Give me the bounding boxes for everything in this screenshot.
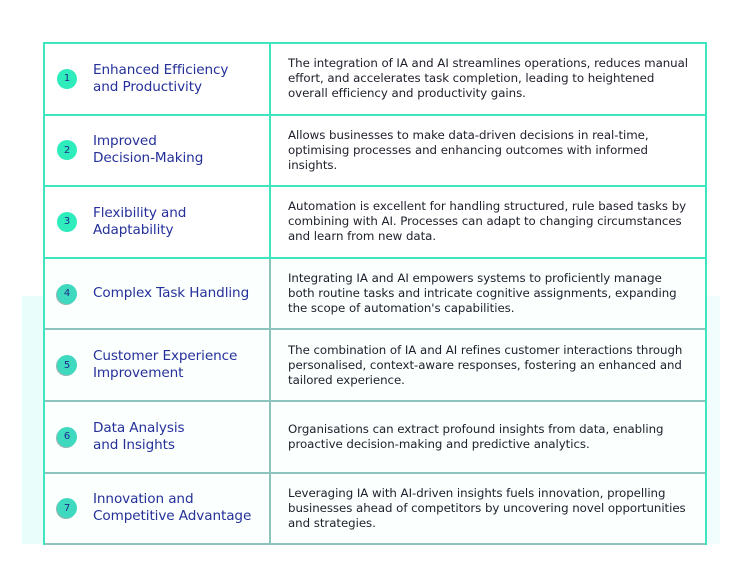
- title-cell: [45, 116, 271, 186]
- row-description: Automation is excellent for handling structured, rule based tasks by combining with AI. Processes can adapt to changing circumstances and learn from new data.: [288, 199, 687, 244]
- row-description: Allows businesses to make data-driven decisions in real-time, optimising processes and enhancing outcomes with informed insights.: [288, 127, 649, 172]
- row-title: [93, 133, 203, 167]
- table-row: [45, 187, 705, 259]
- number-badge: 1: [57, 69, 77, 89]
- row-description: Integrating IA and AI empowers systems to proficiently manage both routine tasks and intricate cognitive assignments, expanding the scope of automation's capabilities.: [288, 271, 677, 316]
- row-title-line: Customer Experience: [93, 348, 238, 365]
- row-title-line: Flexibility and: [93, 204, 187, 221]
- table-row: [45, 402, 705, 474]
- row-title-line: Competitive Advantage: [93, 508, 252, 525]
- row-description: The integration of IA and AI streamlines operations, reduces manual effort, and accelerates task completion, leading to heightened overall efficiency and productivity gains.: [288, 56, 689, 101]
- row-title: [93, 348, 237, 382]
- row-title-line: Improved: [93, 133, 157, 150]
- row-title-line: and Insights: [93, 436, 175, 453]
- number-badge: 3: [57, 212, 77, 232]
- title-cell: [45, 330, 271, 400]
- row-title: [93, 205, 186, 239]
- number-badge: 2: [57, 140, 77, 160]
- table-row: [45, 474, 705, 546]
- row-description: Organisations can extract profound insights from data, enabling proactive decision-making and predictive analytics.: [288, 421, 664, 451]
- title-cell: [45, 474, 271, 544]
- row-title-line: Decision-Making: [93, 150, 204, 167]
- description-cell: [271, 330, 705, 400]
- row-title: [93, 62, 228, 96]
- description-cell: [271, 44, 705, 114]
- number-badge: 5: [57, 355, 77, 375]
- number-badge: 6: [57, 427, 77, 447]
- description-cell: [271, 474, 705, 544]
- description-cell: [271, 402, 705, 472]
- description-cell: [271, 116, 705, 186]
- row-description: Leveraging IA with AI-driven insights fuels innovation, propelling businesses ahead of competitors by uncovering novel opportunities and strategies.: [288, 485, 686, 530]
- table-row: [45, 330, 705, 402]
- row-title-line: and Productivity: [93, 78, 202, 95]
- table-row: [45, 259, 705, 331]
- row-title-line: Improvement: [93, 365, 184, 382]
- description-cell: [271, 187, 705, 257]
- row-title: [93, 420, 185, 454]
- title-cell: [45, 44, 271, 114]
- row-description: The combination of IA and AI refines customer interactions through personalised, context-aware responses, fostering an enhanced and tailored experience.: [288, 342, 683, 387]
- title-cell: [45, 402, 271, 472]
- title-cell: [45, 187, 271, 257]
- table-row: [45, 44, 705, 116]
- title-cell: [45, 259, 271, 329]
- row-title-line: Adaptability: [93, 221, 174, 238]
- row-title: [93, 491, 251, 525]
- row-title-line: Data Analysis: [93, 419, 185, 436]
- row-title-line: Complex Task Handling: [93, 285, 250, 302]
- background-tint-right: [706, 296, 720, 544]
- table-row: [45, 116, 705, 188]
- row-title-line: Enhanced Efficiency: [93, 61, 229, 78]
- row-title-line: Innovation and: [93, 491, 194, 508]
- number-badge: 4: [57, 284, 77, 304]
- benefits-table: [43, 42, 707, 545]
- description-cell: [271, 259, 705, 329]
- number-badge: 7: [57, 498, 77, 518]
- row-title: [93, 285, 249, 302]
